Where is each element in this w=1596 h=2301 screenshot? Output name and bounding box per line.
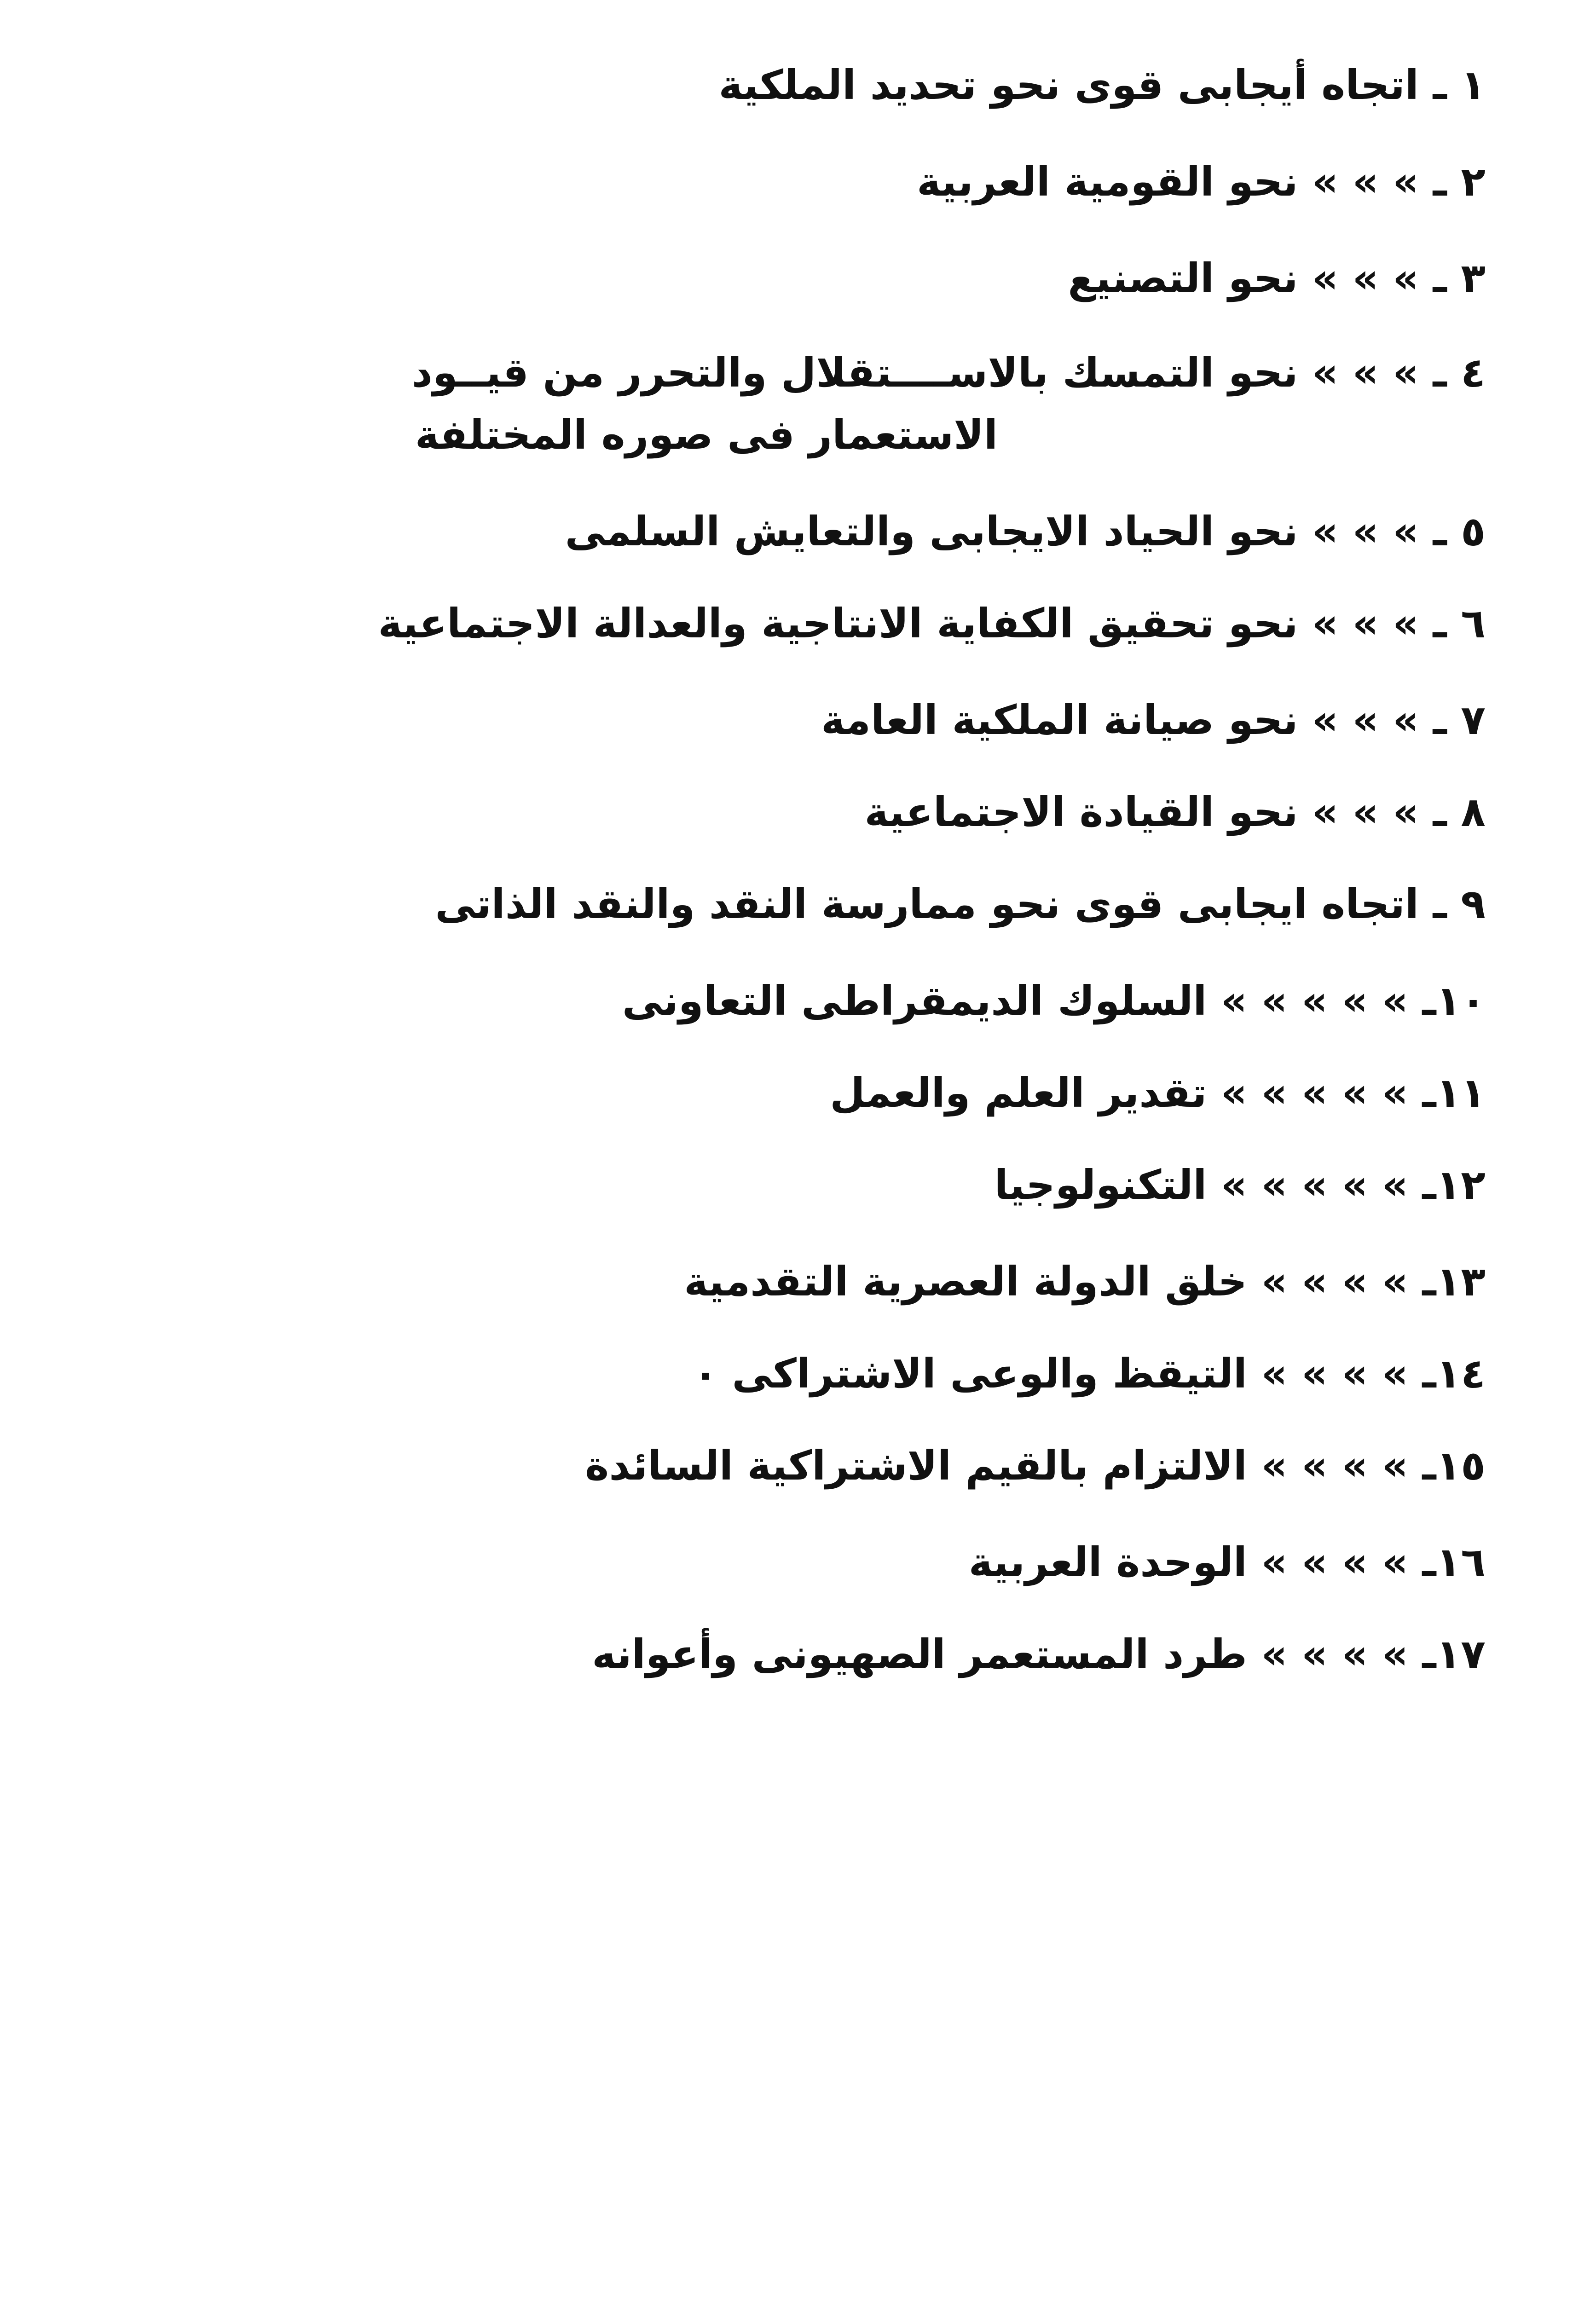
- list-item-10: [74, 971, 1486, 1031]
- list-item-5: [74, 502, 1486, 561]
- item-text: ٧ ـ » » » نحو صيانة الملكية العامة: [821, 696, 1486, 744]
- item-text: ١٦ـ » » » » الوحدة العربية: [968, 1538, 1486, 1586]
- item-text: ١٣ـ » » » » خلق الدولة العصرية التقدمية: [684, 1258, 1486, 1305]
- list-item-13: [74, 1252, 1486, 1312]
- list-item-2: [74, 152, 1486, 212]
- list-item-4: [74, 343, 1486, 403]
- item-text: ٣ ـ » » » نحو التصنيع: [1068, 254, 1486, 302]
- item-text: ٩ ـ اتجاه ايجابى قوى نحو ممارسة النقد والنقد الذاتى: [435, 880, 1486, 928]
- list-item-7: [74, 690, 1486, 750]
- list-item-14: [74, 1344, 1486, 1404]
- item-text: ٢ ـ » » » نحو القومية العربية: [917, 158, 1486, 205]
- item-text: ١٧ـ » » » » طرد المستعمر الصهيونى وأعوانه: [592, 1630, 1486, 1678]
- item-text: ٥ ـ » » » نحو الحياد الايجابى والتعايش السلمى: [565, 508, 1486, 555]
- list-item-17: [74, 1625, 1486, 1684]
- list-item-8: [74, 782, 1486, 842]
- list-item-9: [74, 874, 1486, 934]
- list-item-16: [74, 1532, 1486, 1592]
- item-text: ٤ ـ » » » نحو التمسك بالاســــتقلال والتحرر من قيــود: [411, 349, 1486, 396]
- item-text: ١٤ـ » » » » التيقظ والوعى الاشتراكى ٠: [693, 1350, 1486, 1397]
- list-item-3: [74, 249, 1486, 308]
- list-item-12: [74, 1155, 1486, 1215]
- item-text: ١٥ـ » » » » الالتزام بالقيم الاشتراكية السائدة: [585, 1442, 1486, 1489]
- list-item-4-continuation: [74, 405, 998, 465]
- item-text: ١ ـ اتجاه أيجابى قوى نحو تحديد الملكية: [718, 61, 1486, 109]
- item-text: ١١ـ » » » » » تقدير العلم والعمل: [830, 1069, 1486, 1116]
- item-text: ١٠ـ » » » » » السلوك الديمقراطى التعاونى: [622, 977, 1486, 1024]
- item-text: ٦ ـ » » » نحو تحقيق الكفاية الانتاجية والعدالة الاجتماعية: [378, 600, 1486, 647]
- item-text: ٨ ـ » » » نحو القيادة الاجتماعية: [864, 788, 1486, 836]
- list-item-1: [74, 55, 1486, 115]
- item-continuation-text: الاستعمار فى صوره المختلفة: [415, 411, 998, 458]
- item-text: ١٢ـ » » » » » التكنولوجيا: [994, 1161, 1486, 1208]
- list-item-11: [74, 1063, 1486, 1123]
- list-item-6: [74, 594, 1486, 653]
- list-item-15: [74, 1436, 1486, 1496]
